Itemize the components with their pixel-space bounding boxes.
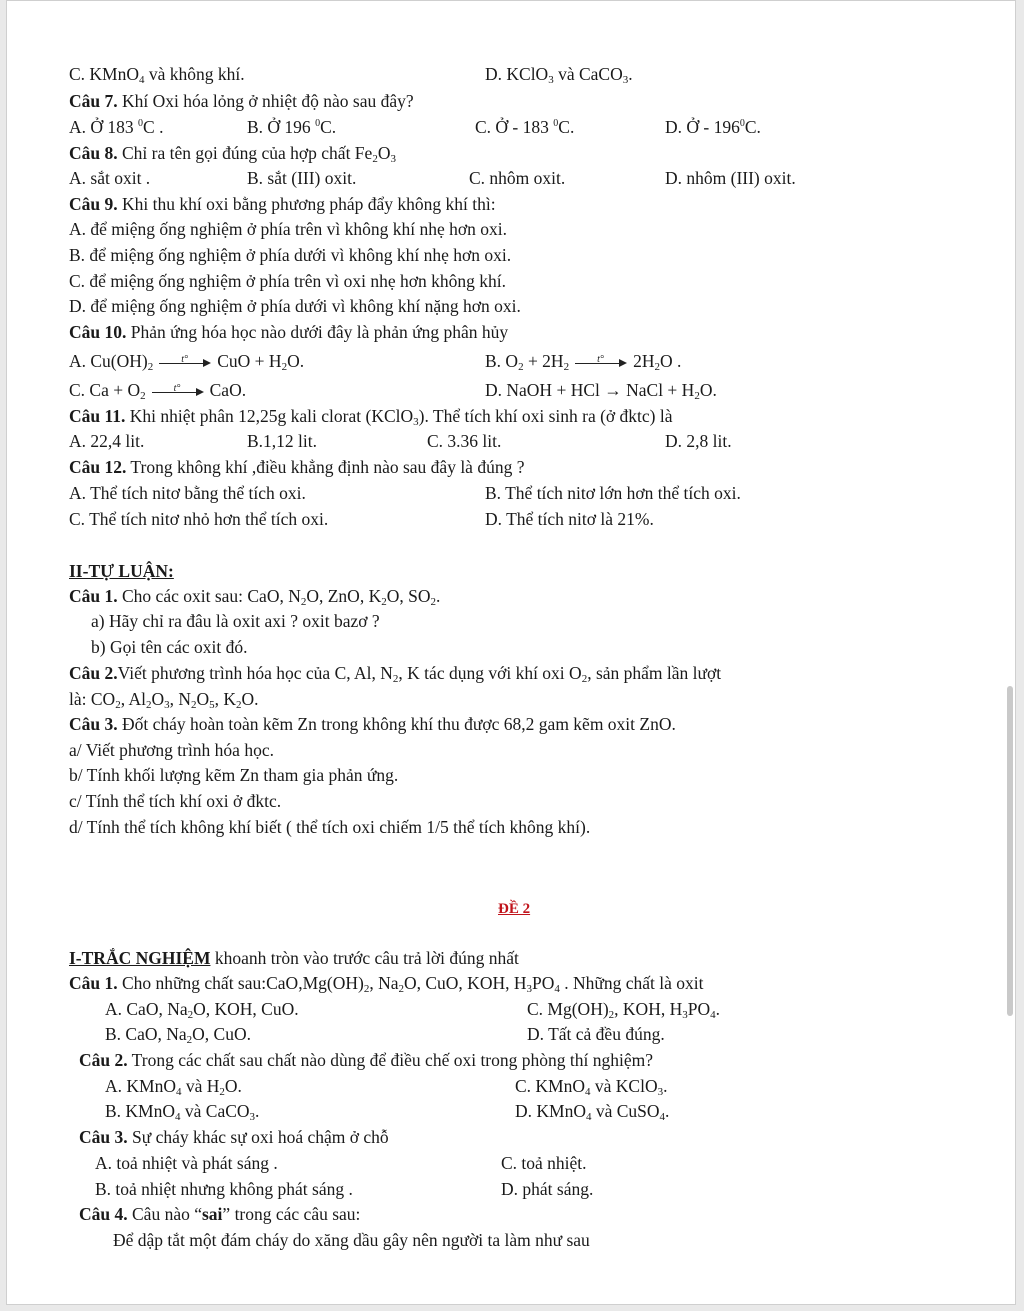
reaction-arrow-icon: t° xyxy=(152,387,204,397)
reaction-arrow-icon: t° xyxy=(575,358,627,368)
reaction-arrow-icon: t° xyxy=(159,358,211,368)
q6-option-c: C. KMnO$_4$ và không khí. xyxy=(69,64,245,86)
q6-option-d: D. KClO$_3$ và CaCO$_3$. xyxy=(485,64,633,86)
scrollbar[interactable] xyxy=(1007,686,1013,1016)
document-page: C. KMnO$_4$ và không khí. D. KClO$_3$ và CaCO$_3$. Câu 7. Khí Oxi hóa lỏng ở nhiệt độ nào sau đây? A. Ở 183 $^0$C . B. Ở 196 $^0$C. C. Ở - 183 $^0$C. D. Ở - $196^0C$. Câu 8. Chỉ ra tên gọi đúng của hợp chất $Fe_2O_3$ A. sắt oxit . B. sắt (III) oxit. C. nhôm oxit. D. nhôm (III) oxit. Câu 9. Khi thu khí oxi bằng phương pháp đẩy không khí thì: A. để miệng ống nghiệm ở phía trên vì không khí nhẹ hơn oxi. B. để miệng ống nghiệm ở phía dưới vì không khí nhẹ hơn oxi. C. để miệng ống nghiệm ở phía trên vì oxi nhẹ hơn không khí. D. để miệng ống nghiệm ở phía dưới vì không khí nặng hơn oxi. Câu 10. Phản ứng hóa học nào dưới đây là phản ứng phân hủy A. $Cu(OH)_2$ t° CuO + $H_2O$. B. $O_2 + 2H_2$ t° $2H_2O$ . C. $Ca + O_2$ t° CaO. D. NaOH + HCl → NaCl + $H_2O$. Câu 11. Khi nhiệt phân 12,25g kali clorat (KClO$_3$). Thể tích khí oxi sinh ra (ở đktc) là A. 22,4 lit. B.1,12 lit. C. 3.36 lit. D. 2,8 lit. Câu 12. Trong không khí ,điều khẳng định nào sau đây là đúng ? A. Thể tích nitơ bằng thể tích oxi. B. Thể tích nitơ lớn hơn thể tích oxi. C. Thể tích nitơ nhỏ hơn thể tích oxi. D. Thể tích nitơ là 21%. II-TỰ LUẬN: Câu 1. Cho các oxit sau: CaO, $N_2O$, ZnO, $K_2O$, $SO_2$. a) Hãy chỉ ra đâu là oxit axi ? oxit bazơ ? b) Gọi tên các oxit đó. Câu 2.Viết phương trình hóa học của C, Al, $N_2$, K tác dụng với khí oxi $O_2$, sản phẩm lần lượt là: $CO_2$, $Al_2O_3$, $N_2O_5$, $K_2O$. Câu 3. Đốt cháy hoàn toàn kẽm Zn trong không khí thu được 68,2 gam kẽm oxit ZnO. a/ Viết phương trình hóa học. b/ Tính khối lượng kẽm Zn tham gia phản ứng. c/ Tính thể tích khí oxi ở đktc. d/ Tính thể tích không khí biết ( thể tích oxi chiếm 1/5 thể tích không khí). ĐỀ 2 I-TRẮC NGHIỆM khoanh tròn vào trước câu trả lời đúng nhất Câu 1. Cho những chất $sau:CaO,Mg(OH)_2$, $Na_2O$, CuO, KOH, $H_3PO_4$ . Những chất là oxit A. CaO, $Na_2O$, KOH, CuO. C. $Mg(OH)_2$, KOH, $H_3PO_4$. B. CaO, $Na_2O$, CuO. D. Tất cả đều đúng. Câu 2. Trong các chất sau chất nào dùng để điều chế oxi trong phòng thí nghiệm? A. KMnO$_4$ và $H_2O$. C. KMnO$_4$ và KClO$_3$. B. KMnO$_4$ và CaCO$_3$. D. KMnO$_4$ và CuSO$_4$. Câu 3. Sự cháy khác sự oxi hoá chậm ở chỗ A. toả nhiệt và phát sáng . C. toả nhiệt. B. toả nhiệt nhưng không phát sáng . D. phát sáng. Câu 4. Câu nào “sai” trong các câu sau: Để dập tắt một đám cháy do xăng dầu gây nên người ta làm như sau xyxy=(6,0,1016,1305)
